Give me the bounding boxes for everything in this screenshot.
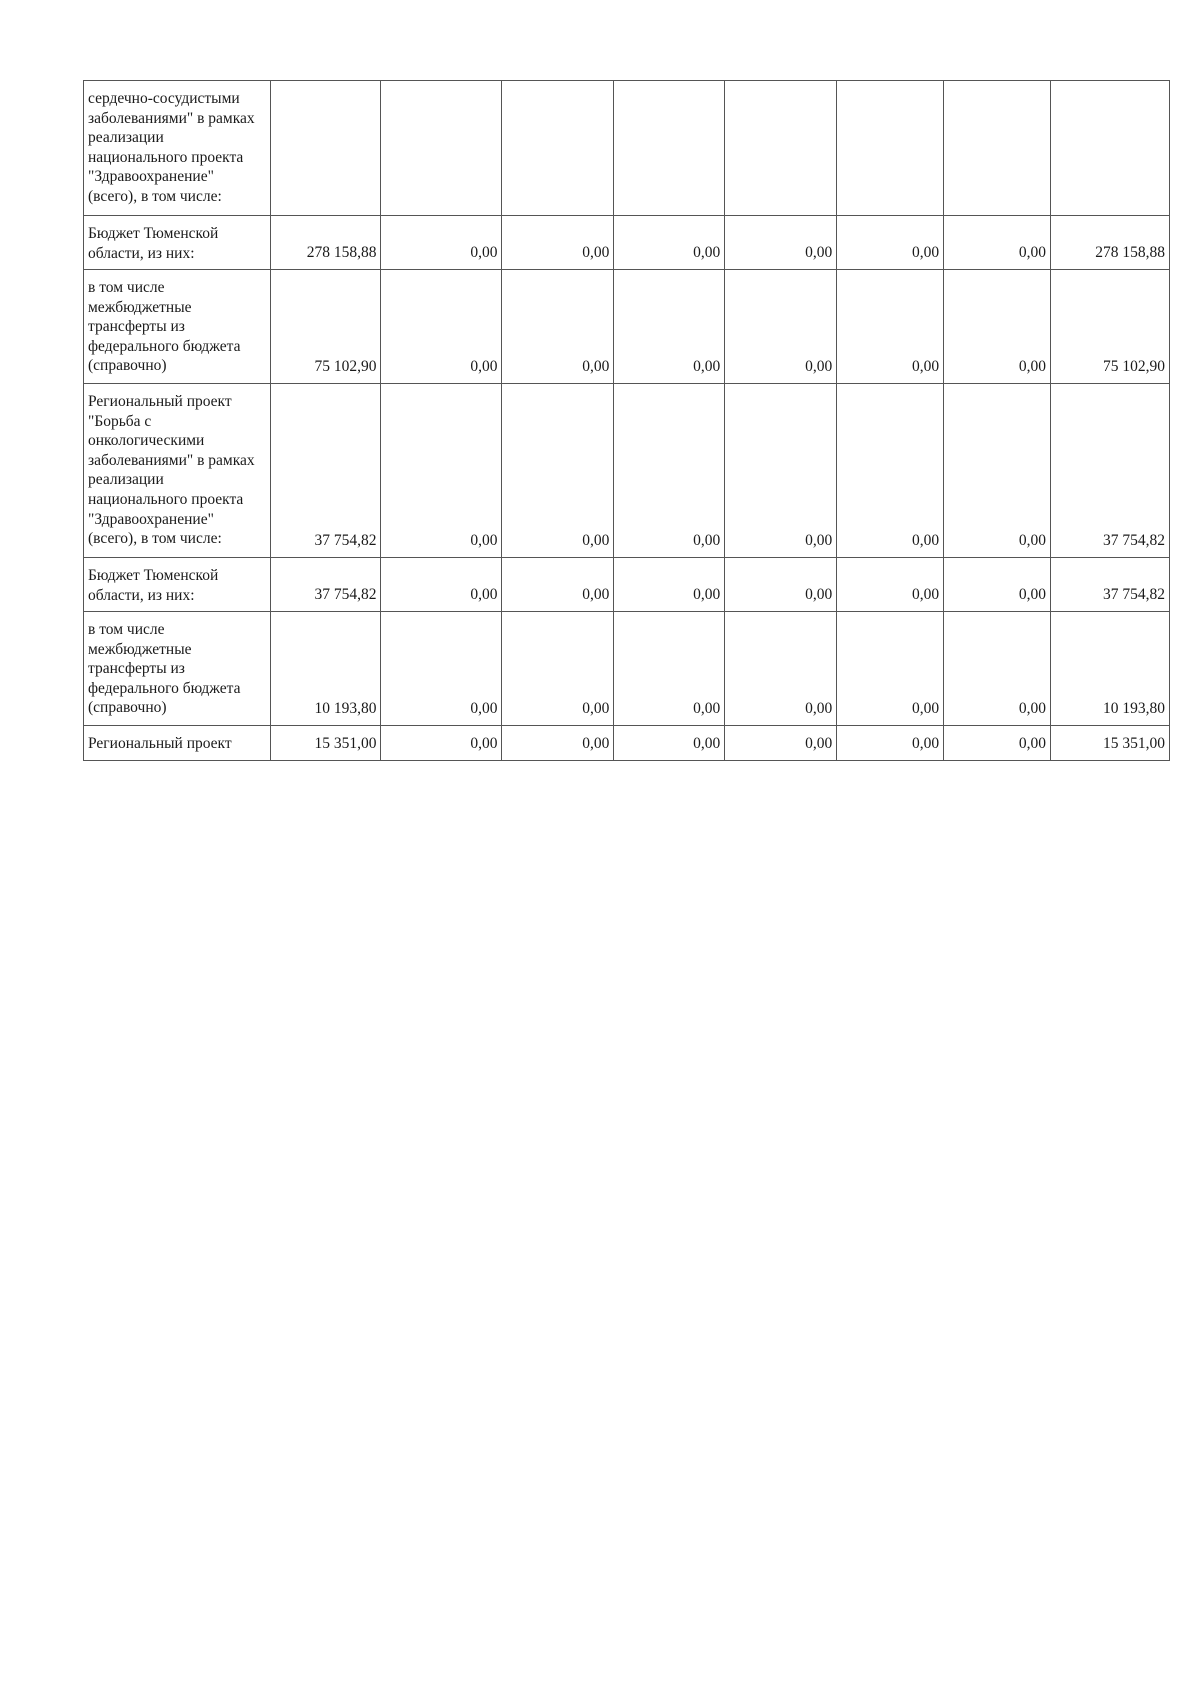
table-row <box>84 384 1170 558</box>
row-label: Бюджет Тюменской области, из них: <box>88 567 219 604</box>
value-cell: 0,00 <box>502 558 614 612</box>
value-cell: 0,00 <box>725 216 837 270</box>
value-cell: 75 102,90 <box>1050 270 1169 384</box>
value-cell: 0,00 <box>944 558 1051 612</box>
value-cell: 0,00 <box>944 270 1051 384</box>
table-row <box>84 726 1170 761</box>
value-cell: 0,00 <box>837 384 944 558</box>
value-cell: 10 193,80 <box>1050 612 1169 726</box>
value-cell: 0,00 <box>381 216 502 270</box>
value-cell: 0,00 <box>944 216 1051 270</box>
row-label: в том числе межбюджетные трансферты из федерального бюджета (справочно) <box>88 279 241 375</box>
value-cell: 0,00 <box>381 558 502 612</box>
value-cell: 0,00 <box>614 558 725 612</box>
value-cell: 0,00 <box>614 726 725 761</box>
row-label-cell <box>84 384 271 558</box>
value-cell: 0,00 <box>614 216 725 270</box>
value-cell: 0,00 <box>725 270 837 384</box>
table-row <box>84 216 1170 270</box>
row-label: в том числе межбюджетные трансферты из федерального бюджета (справочно) <box>88 621 241 717</box>
value-cell: 0,00 <box>381 612 502 726</box>
row-label: Региональный проект "Борьба с онкологическими заболеваниями" в рамках реализации национального проекта "Здравоохранение" (всего), в том числе: <box>88 393 255 548</box>
table-row <box>84 81 1170 216</box>
row-label: Бюджет Тюменской области, из них: <box>88 225 219 262</box>
value-cell: 0,00 <box>944 612 1051 726</box>
table-row <box>84 270 1170 384</box>
value-cell <box>270 81 381 216</box>
value-cell <box>725 81 837 216</box>
value-cell: 0,00 <box>502 270 614 384</box>
budget-table <box>83 80 1170 761</box>
value-cell: 0,00 <box>725 384 837 558</box>
value-cell: 37 754,82 <box>270 384 381 558</box>
value-cell: 0,00 <box>837 558 944 612</box>
value-cell: 278 158,88 <box>270 216 381 270</box>
value-cell: 15 351,00 <box>270 726 381 761</box>
value-cell: 37 754,82 <box>1050 384 1169 558</box>
row-label: сердечно-сосудистыми заболеваниями" в рамках реализации национального проекта "Здравоохранение" (всего), в том числе: <box>88 90 255 205</box>
row-label-cell <box>84 216 271 270</box>
row-label-cell <box>84 612 271 726</box>
row-label-cell <box>84 270 271 384</box>
value-cell <box>502 81 614 216</box>
value-cell: 15 351,00 <box>1050 726 1169 761</box>
value-cell <box>1050 81 1169 216</box>
value-cell <box>837 81 944 216</box>
table-row <box>84 612 1170 726</box>
table-row <box>84 558 1170 612</box>
value-cell <box>381 81 502 216</box>
value-cell: 75 102,90 <box>270 270 381 384</box>
value-cell: 278 158,88 <box>1050 216 1169 270</box>
value-cell: 0,00 <box>614 270 725 384</box>
value-cell: 0,00 <box>837 270 944 384</box>
value-cell: 0,00 <box>502 216 614 270</box>
value-cell <box>944 81 1051 216</box>
value-cell: 37 754,82 <box>270 558 381 612</box>
value-cell: 0,00 <box>837 612 944 726</box>
value-cell: 0,00 <box>725 726 837 761</box>
row-label-cell <box>84 726 271 761</box>
value-cell: 0,00 <box>725 612 837 726</box>
value-cell: 0,00 <box>837 216 944 270</box>
value-cell: 0,00 <box>944 384 1051 558</box>
value-cell: 0,00 <box>614 612 725 726</box>
value-cell: 0,00 <box>614 384 725 558</box>
row-label: Региональный проект <box>88 735 232 753</box>
value-cell: 0,00 <box>502 612 614 726</box>
row-label-cell <box>84 81 271 216</box>
value-cell: 0,00 <box>944 726 1051 761</box>
value-cell: 0,00 <box>725 558 837 612</box>
value-cell <box>614 81 725 216</box>
value-cell: 0,00 <box>837 726 944 761</box>
value-cell: 37 754,82 <box>1050 558 1169 612</box>
value-cell: 0,00 <box>502 726 614 761</box>
value-cell: 10 193,80 <box>270 612 381 726</box>
row-label-cell <box>84 558 271 612</box>
value-cell: 0,00 <box>502 384 614 558</box>
value-cell: 0,00 <box>381 726 502 761</box>
value-cell: 0,00 <box>381 270 502 384</box>
value-cell: 0,00 <box>381 384 502 558</box>
